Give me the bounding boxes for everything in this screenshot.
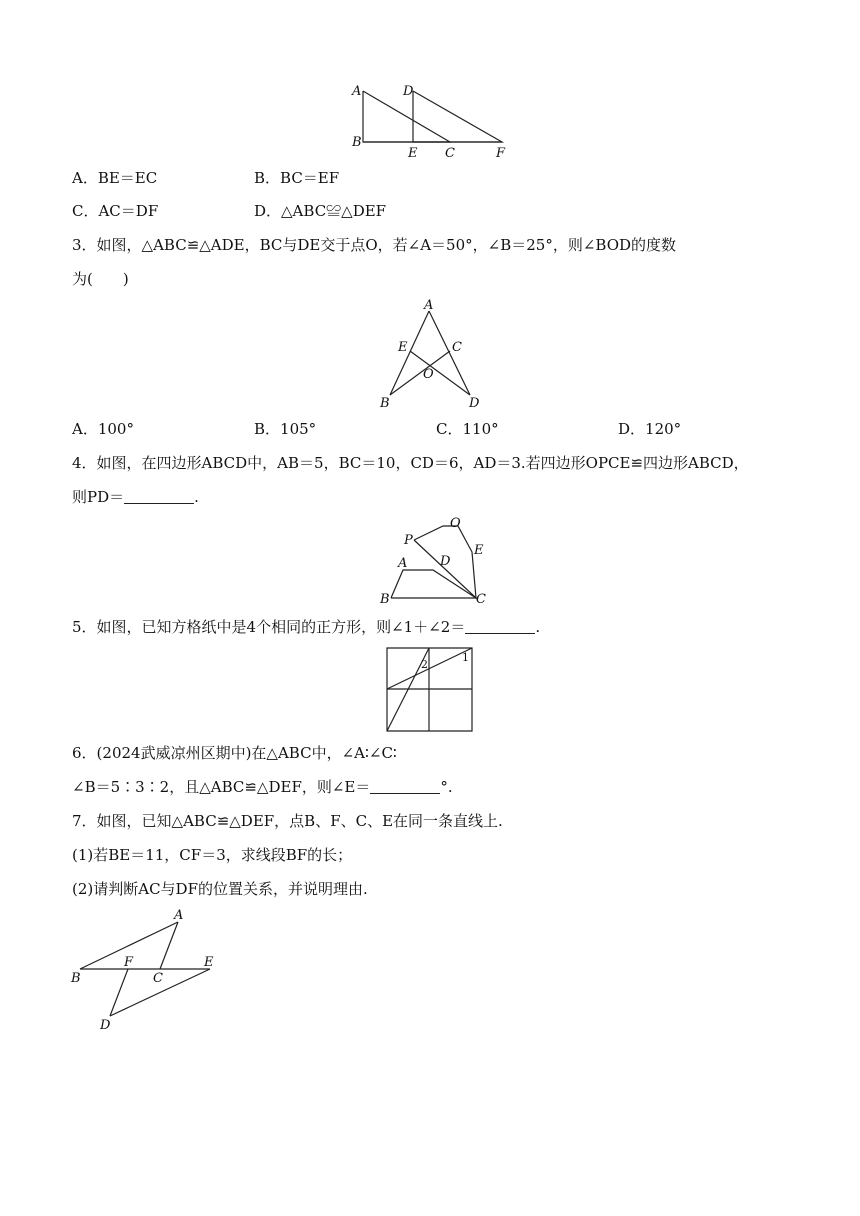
figure-q5 [385, 646, 475, 732]
q5-stem [72, 617, 540, 637]
label-f: F [496, 146, 506, 161]
label-b: B [352, 135, 362, 150]
label-a: A [174, 908, 184, 923]
answer-blank[interactable] [370, 779, 440, 794]
q3-option-a: A．100° [72, 420, 134, 438]
q4-stem-cont [72, 487, 199, 507]
label-b: B [380, 396, 390, 411]
label-c: C [452, 340, 462, 355]
label-c: C [476, 592, 486, 607]
label-e: E [408, 146, 418, 161]
label-p: P [404, 533, 413, 548]
figure-q4 [370, 510, 500, 610]
answer-blank[interactable] [124, 489, 194, 504]
q4-stem-prefix: 则PD＝ [72, 488, 125, 506]
q5-stem-suffix: . [535, 618, 541, 636]
q5-stem-prefix: 5．如图，已知方格纸中是4个相同的正方形，则∠1＋∠2＝ [72, 618, 466, 636]
q3-option-b: B．105° [254, 420, 317, 438]
label-a: A [352, 84, 362, 99]
angle-1-label: 1 [462, 651, 469, 664]
figure-q2 [340, 80, 520, 160]
q3-option-d: D．120° [618, 420, 682, 438]
label-b: B [71, 971, 81, 986]
label-c: C [445, 146, 455, 161]
label-d: D [440, 554, 451, 569]
label-d: D [100, 1018, 111, 1033]
q3-stem-cont: 为( ) [72, 270, 129, 288]
q7-part2: (2)请判断AC与DF的位置关系，并说明理由. [72, 880, 368, 898]
label-d: D [469, 396, 480, 411]
q6-stem: 6．(2024武威凉州区期中)在△ABC中，∠A∶∠C∶ [72, 744, 397, 762]
q2-option-d: D．△ABC≌△DEF [254, 202, 387, 220]
label-c: C [153, 971, 163, 986]
label-e: E [474, 543, 484, 558]
q2-option-c: C．AC＝DF [72, 202, 159, 220]
q3-option-c: C．110° [436, 420, 499, 438]
q4-stem: 4．如图，在四边形ABCD中，AB＝5，BC＝10，CD＝6，AD＝3.若四边形OPCE≌四边形ABCD， [72, 454, 749, 472]
q6-stem-suffix: °. [440, 778, 453, 796]
q3-stem: 3．如图，△ABC≌△ADE，BC与DE交于点O，若∠A＝50°，∠B＝25°，则∠BOD的度数 [72, 236, 677, 254]
q7-part1: (1)若BE＝11，CF＝3，求线段BF的长； [72, 846, 353, 864]
answer-blank[interactable] [465, 619, 535, 634]
q2-option-b: B．BC＝EF [254, 169, 340, 187]
q4-stem-suffix: . [194, 488, 199, 506]
label-o: O [450, 516, 461, 531]
q2-option-a: A．BE＝EC [72, 169, 158, 187]
angle-2-label: 2 [421, 658, 428, 671]
q7-stem: 7．如图，已知△ABC≌△DEF，点B、F、C、E在同一条直线上. [72, 812, 503, 830]
label-d: D [403, 84, 414, 99]
triangle-def [413, 91, 502, 142]
figure-q3 [370, 296, 500, 414]
label-b: B [380, 592, 390, 607]
label-o: O [423, 367, 434, 382]
label-e: E [398, 340, 408, 355]
label-e: E [204, 955, 214, 970]
label-a: A [424, 298, 434, 313]
q6-stem-prefix: ∠B＝5∶3∶2，且△ABC≌△DEF，则∠E＝ [72, 778, 371, 796]
label-a: A [398, 556, 408, 571]
figure-q7 [68, 904, 228, 1034]
q6-stem-cont [72, 777, 453, 797]
label-f: F [124, 955, 134, 970]
